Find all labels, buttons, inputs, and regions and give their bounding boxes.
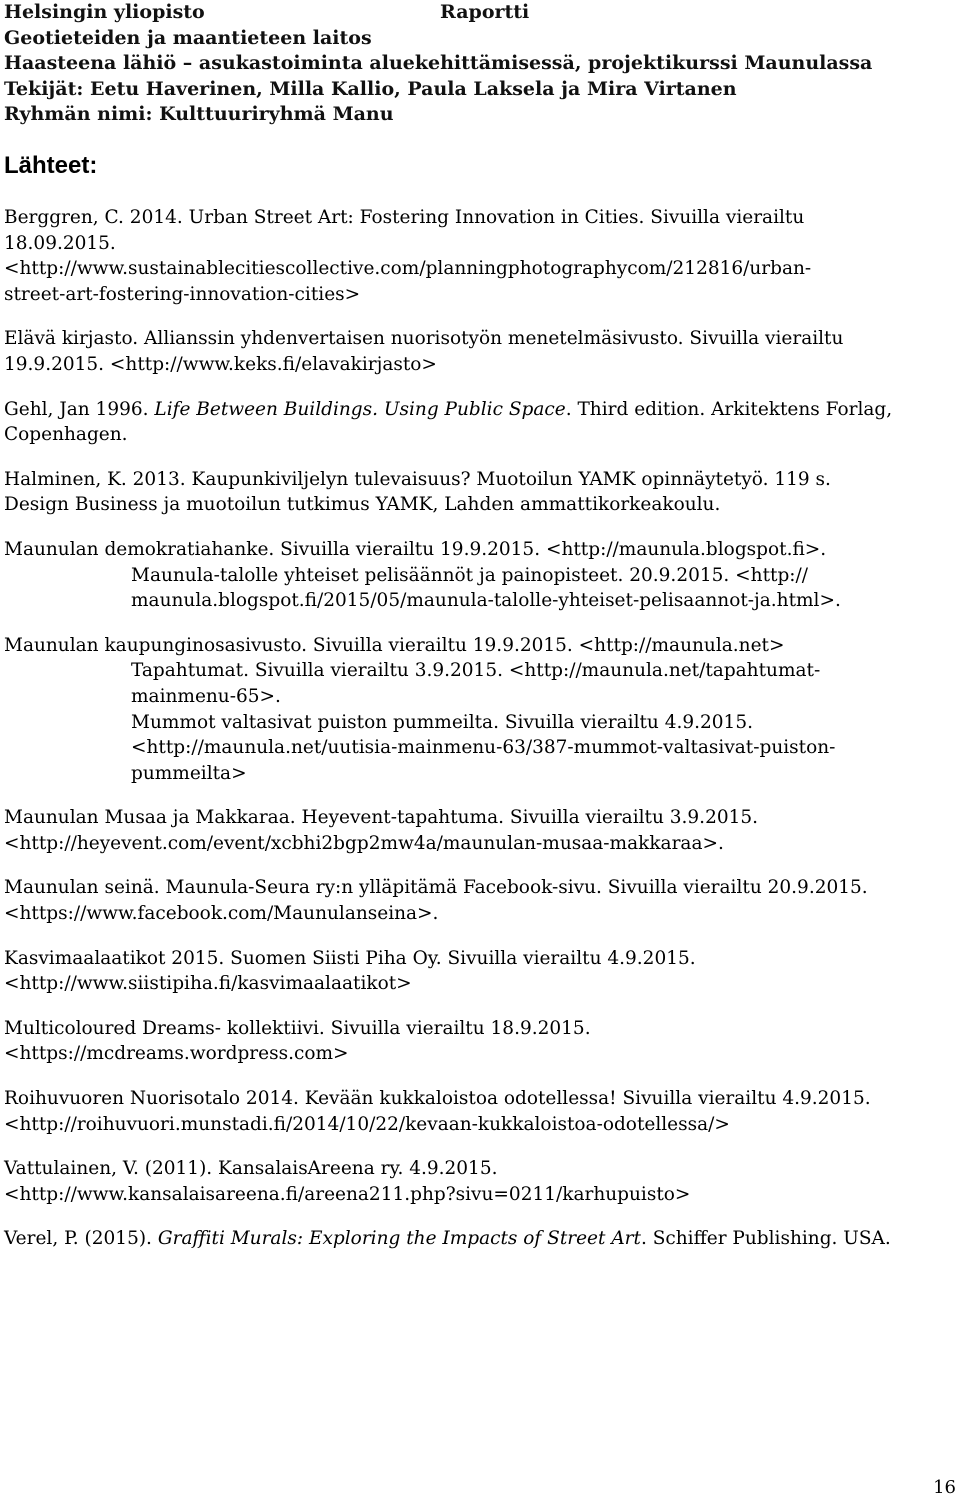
ref-line: 19.9.2015. <http://www.keks.fi/elavakirjasto>: [4, 353, 437, 375]
ref-line: Multicoloured Dreams- kollektiivi. Sivuilla vierailtu 18.9.2015.: [4, 1017, 591, 1039]
ref-line: Maunulan Musaa ja Makkaraa. Heyevent-tapahtuma. Sivuilla vierailtu 3.9.2015.: [4, 807, 759, 829]
reference-musaa-makkaraa: [4, 805, 954, 856]
course-name: Haasteena lähiö – asukastoiminta aluekehittämisessä, projektikurssi Maunulassa: [4, 52, 873, 74]
ref-line: [4, 397, 954, 423]
ref-line: Kasvimaalaatikot 2015. Suomen Siisti Piha Oy. Sivuilla vierailtu 4.9.2015.: [4, 947, 696, 969]
reference-maunulan-seina: [4, 875, 954, 926]
reference-demokratiahanke: [4, 537, 954, 614]
ref-line: Maunulan kaupunginosasivusto. Sivuilla vierailtu 19.9.2015. <http://maunula.net>: [4, 634, 785, 656]
ref-subline: mainmenu-65>.: [131, 685, 281, 707]
ref-line: Copenhagen.: [4, 424, 128, 446]
ref-title: Life Between Buildings: [154, 398, 373, 420]
ref-title: Using Public Space: [383, 398, 566, 420]
ref-link[interactable]: pummeilta>: [131, 762, 247, 784]
ref-link[interactable]: street-art-fostering-innovation-cities>: [4, 283, 361, 305]
sources-heading: Lähteet:: [4, 152, 98, 179]
ref-line: Maunulan demokratiahanke. Sivuilla vierailtu 19.9.2015. <http://maunula.blogspot.fi>.: [4, 538, 827, 560]
ref-line: Elävä kirjasto. Allianssin yhdenvertaisen nuorisotyön menetelmäsivusto. Sivuilla vierailtu: [4, 328, 844, 350]
ref-link[interactable]: <http://www.sustainablecitiescollective.com/planningphotographycom/212816/urban-: [4, 258, 812, 280]
ref-subline: Maunula-talolle yhteiset pelisäännöt ja painopisteet. 20.9.2015. <http://: [131, 564, 808, 586]
ref-subline: Mummot valtasivat puiston pummeilta. Sivuilla vierailtu 4.9.2015.: [131, 711, 753, 733]
reference-halminen: [4, 467, 954, 518]
report-header: [4, 0, 872, 128]
reference-list: [4, 205, 954, 1271]
ref-subline: Tapahtumat. Sivuilla vierailtu 3.9.2015. <http://maunula.net/tapahtumat-: [131, 660, 821, 682]
ref-link[interactable]: <http://www.siistipiha.fi/kasvimaalaatikot>: [4, 973, 412, 995]
document-type: Raportti: [440, 1, 530, 23]
department-name: Geotieteiden ja maantieteen laitos: [4, 26, 372, 49]
ref-line: Vattulainen, V. (2011). KansalaisAreena ry. 4.9.2015.: [4, 1158, 498, 1180]
reference-multicoloured-dreams: [4, 1016, 954, 1067]
ref-text: .: [372, 398, 384, 420]
ref-line: Maunulan seinä. Maunula-Seura ry:n ylläpitämä Facebook-sivu. Sivuilla vierailtu 20.9.2015.: [4, 877, 868, 899]
page-number: 16: [933, 1477, 956, 1498]
ref-link[interactable]: maunula.blogspot.fi/2015/05/maunula-talolle-yhteiset-pelisaannot-ja.html>.: [131, 590, 841, 612]
reference-elava-kirjasto: [4, 326, 954, 377]
ref-link[interactable]: <http://heyevent.com/event/xcbhi2bgp2mw4a/maunulan-musaa-makkaraa>.: [4, 832, 724, 854]
ref-line: Berggren, C. 2014. Urban Street Art: Fostering Innovation in Cities. Sivuilla vierailtu: [4, 207, 805, 228]
ref-line: [4, 1226, 954, 1252]
reference-kasvimaalaatikot: [4, 946, 954, 997]
ref-line: Design Business ja muotoilun tutkimus YAMK, Lahden ammattikorkeakoulu.: [4, 494, 721, 516]
header-line-1: [4, 0, 872, 26]
ref-link[interactable]: <http://maunula.net/uutisia-mainmenu-63/387-mummot-valtasivat-puiston-: [131, 737, 836, 759]
ref-text: . Third edition. Arkitektens Forlag,: [565, 398, 893, 420]
ref-link[interactable]: <http://roihuvuori.munstadi.fi/2014/10/22/kevaan-kukkaloistoa-odotellessa/>: [4, 1113, 730, 1135]
ref-link[interactable]: <https://www.facebook.com/Maunulanseina>.: [4, 903, 439, 925]
ref-line: 18.09.2015.: [4, 232, 116, 254]
group-name: Ryhmän nimi: Kulttuuriryhmä Manu: [4, 103, 394, 125]
reference-kaupunginosasivusto: [4, 633, 954, 787]
ref-text: Gehl, Jan 1996.: [4, 398, 155, 420]
ref-link[interactable]: <http://www.kansalaisareena.fi/areena211.php?sivu=0211/karhupuisto>: [4, 1183, 691, 1205]
reference-roihuvuori: [4, 1086, 954, 1137]
ref-text: . Schiffer Publishing. USA.: [640, 1228, 891, 1250]
reference-gehl: [4, 397, 954, 448]
authors: Tekijät: Eetu Haverinen, Milla Kallio, Paula Laksela ja Mira Virtanen: [4, 77, 737, 100]
ref-text: Verel, P. (2015).: [4, 1228, 158, 1250]
ref-title: Graffiti Murals: Exploring the Impacts of Street Art: [157, 1228, 641, 1250]
ref-line: Roihuvuoren Nuorisotalo 2014. Kevään kukkaloistoa odotellessa! Sivuilla vierailtu 4.9.2015.: [4, 1088, 871, 1110]
ref-line: Halminen, K. 2013. Kaupunkiviljelyn tulevaisuus? Muotoilun YAMK opinnäytetyö. 119 s.: [4, 468, 831, 490]
ref-link[interactable]: <https://mcdreams.wordpress.com>: [4, 1043, 349, 1065]
reference-berggren: [4, 205, 954, 307]
university-name: Helsingin yliopisto: [4, 1, 205, 23]
reference-vattulainen: [4, 1156, 954, 1207]
reference-verel: [4, 1226, 954, 1252]
